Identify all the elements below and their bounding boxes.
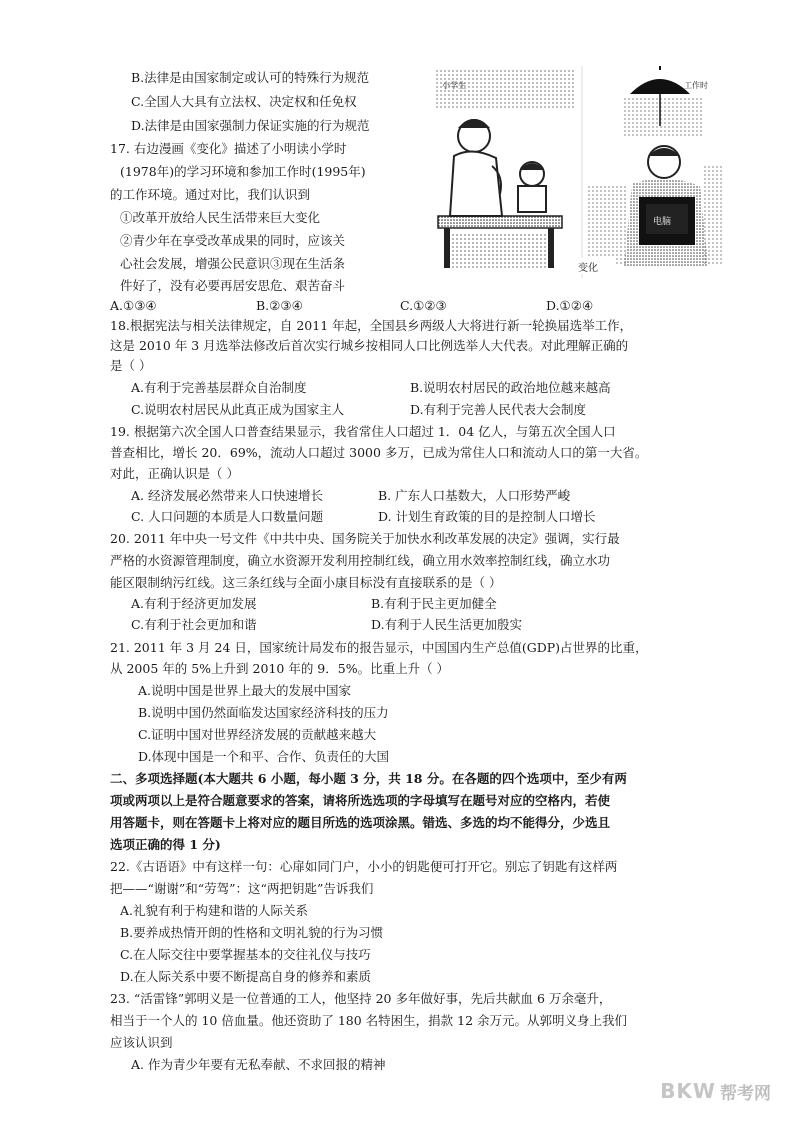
q18-line-2: 这是 2010 年 3 月选举法修改后首次实行城乡按相同人口比例选举人大代表。对此理解正确的 [110, 338, 629, 353]
q20-line-1: 20. 2011 年中央一号文件《中共中央、国务院关于加快水利改革发展的决定》强调，实行最 [110, 531, 620, 546]
q20-line-2: 严格的水资源管理制度，确立水资源开发利用控制红线，确立用水效率控制红线，确立水功 [110, 553, 611, 568]
q17-line-4: ①改革开放给人民生活带来巨大变化 [120, 210, 321, 225]
q17-line-2: (1978年)的学习环境和参加工作时(1995年) [120, 164, 366, 179]
q23-line-1: 23. “活雷锋”郭明义是一位普通的工人，他坚持 20 多年做好事，先后共献血 6 万余毫升， [110, 991, 612, 1006]
q20-option-a: A.有利于经济更加发展 [131, 596, 257, 611]
q23-line-2: 相当于一个人的 10 倍血量。他还资助了 180 名特困生，捐款 12 余万元。从郭明义身上我们 [110, 1013, 628, 1028]
section2-line-2: 项或两项以上是符合题意要求的答案，请将所选选项的字母填写在题号对应的空格内，若使 [110, 793, 611, 808]
q18-line-3: 是（ ） [110, 358, 152, 373]
q16-option-d: D.法律是由国家强制力保证实施的行为规范 [131, 118, 370, 133]
q21-line-1: 21. 2011 年 3 月 24 日，国家统计局发布的报告显示，中国国内生产总值(GDP)占世界的比重， [110, 640, 648, 655]
q19-line-2: 普查相比，增长 20．69%，流动人口超过 3000 多万，已成为常住人口和流动人口的第一大省。 [110, 445, 648, 460]
q19-line-1: 19. 根据第六次全国人口普查结果显示，我省常住人口超过 1．04 亿人，与第五次全国人口 [110, 424, 616, 439]
q21-option-a: A.说明中国是世界上最大的发展中国家 [138, 683, 352, 698]
q21-option-d: D.体现中国是一个和平、合作、负责任的大国 [138, 749, 390, 764]
q21-line-2: 从 2005 年的 5%上升到 2010 年的 9．5%。比重上升（ ） [110, 661, 450, 676]
q22-line-1: 22.《古语语》中有这样一句：心扉如同门户，小小的钥匙便可打开它。别忘了钥匙有这样两 [110, 859, 618, 874]
q17-line-6: 心社会发展，增强公民意识③现在生活条 [120, 256, 346, 271]
q23-option-a: A. 作为青少年要有无私奉献、不求回报的精神 [131, 1057, 386, 1072]
q19-option-a: A. 经济发展必然带来人口快速增长 [131, 488, 323, 503]
section2-line-4: 选项正确的得 1 分) [110, 837, 221, 852]
section2-line-3: 用答题卡，则在答题卡上将对应的题目所选的选项涂黑。错选、多选的均不能得分，少选且 [110, 815, 611, 830]
cartoon-label-left: 小学生 [442, 81, 466, 90]
q20-option-b: B.有利于民主更加健全 [371, 596, 497, 611]
q22-option-a: A.礼貌有利于构建和谐的人际关系 [120, 903, 309, 918]
cartoon-illustration [432, 66, 726, 278]
q22-option-d: D.在人际关系中要不断提高自身的修养和素质 [120, 969, 372, 984]
q18-option-a: A.有利于完善基层群众自治制度 [131, 380, 307, 395]
q20-option-d: D.有利于人民生活更加殷实 [371, 617, 523, 632]
q17-line-5: ②青少年在享受改革成果的同时，应该关 [120, 233, 346, 248]
watermark-text: 帮考网 [720, 1083, 771, 1104]
q19-option-d: D. 计划生育政策的目的是控制人口增长 [378, 509, 596, 524]
q17-option-a: A.①③④ [110, 298, 157, 313]
q16-option-c: C.全国人大具有立法权、决定权和任免权 [131, 94, 357, 109]
q18-option-d: D.有利于完善人民代表大会制度 [410, 402, 587, 417]
q18-line-1: 18.根据宪法与相关法律规定，自 2011 年起，全国县乡两级人大将进行新一轮换届选举工作， [110, 318, 633, 333]
q17-line-1: 17. 右边漫画《变化》描述了小明读小学时 [110, 141, 347, 156]
q23-line-3: 应该认识到 [110, 1035, 173, 1050]
cartoon-label-right: 工作时 [684, 81, 708, 90]
q17-line-7: 件好了，没有必要再居安思危、艰苦奋斗 [120, 278, 346, 293]
q21-option-c: C.证明中国对世界经济发展的贡献越来越大 [138, 727, 377, 742]
watermark-logo: BKW [660, 1079, 716, 1103]
q19-line-3: 对此，正确认识是（ ） [110, 466, 239, 481]
q17-option-c: C.①②③ [400, 298, 447, 313]
section2-line-1: 二、多项选择题(本大题共 6 小题，每小题 3 分，共 18 分。在各题的四个选项中，至少有两 [110, 771, 627, 786]
cartoon-computer-label: 电脑 [653, 217, 672, 227]
q17-option-b: B.②③④ [256, 298, 303, 313]
q18-option-b: B.说明农村居民的政治地位越来越高 [410, 380, 611, 395]
q16-option-b: B.法律是由国家制定或认可的特殊行为规范 [131, 70, 370, 85]
q19-option-c: C. 人口问题的本质是人口数量问题 [131, 509, 324, 524]
q17-line-3: 的工作环境。通过对比，我们认识到 [110, 187, 311, 202]
q20-option-c: C.有利于社会更加和谐 [131, 617, 257, 632]
q21-option-b: B.说明中国仍然面临发达国家经济科技的压力 [138, 705, 389, 720]
cartoon-change [432, 66, 726, 278]
q22-option-c: C.在人际交往中要掌握基本的交往礼仪与技巧 [120, 947, 371, 962]
q19-option-b: B. 广东人口基数大，人口形势严峻 [378, 488, 571, 503]
q17-option-d: D.①②④ [546, 298, 594, 313]
q22-option-b: B.要养成热情开朗的性格和文明礼貌的行为习惯 [120, 925, 384, 940]
site-watermark [660, 1076, 771, 1106]
cartoon-caption: 变化 [578, 263, 598, 274]
q22-line-2: 把——“谢谢”和“劳驾”：这“两把钥匙”告诉我们 [110, 881, 374, 896]
q20-line-3: 能区限制纳污红线。这三条红线与全面小康目标没有直接联系的是（ ） [110, 575, 502, 590]
q18-option-c: C.说明农村居民从此真正成为国家主人 [131, 402, 345, 417]
